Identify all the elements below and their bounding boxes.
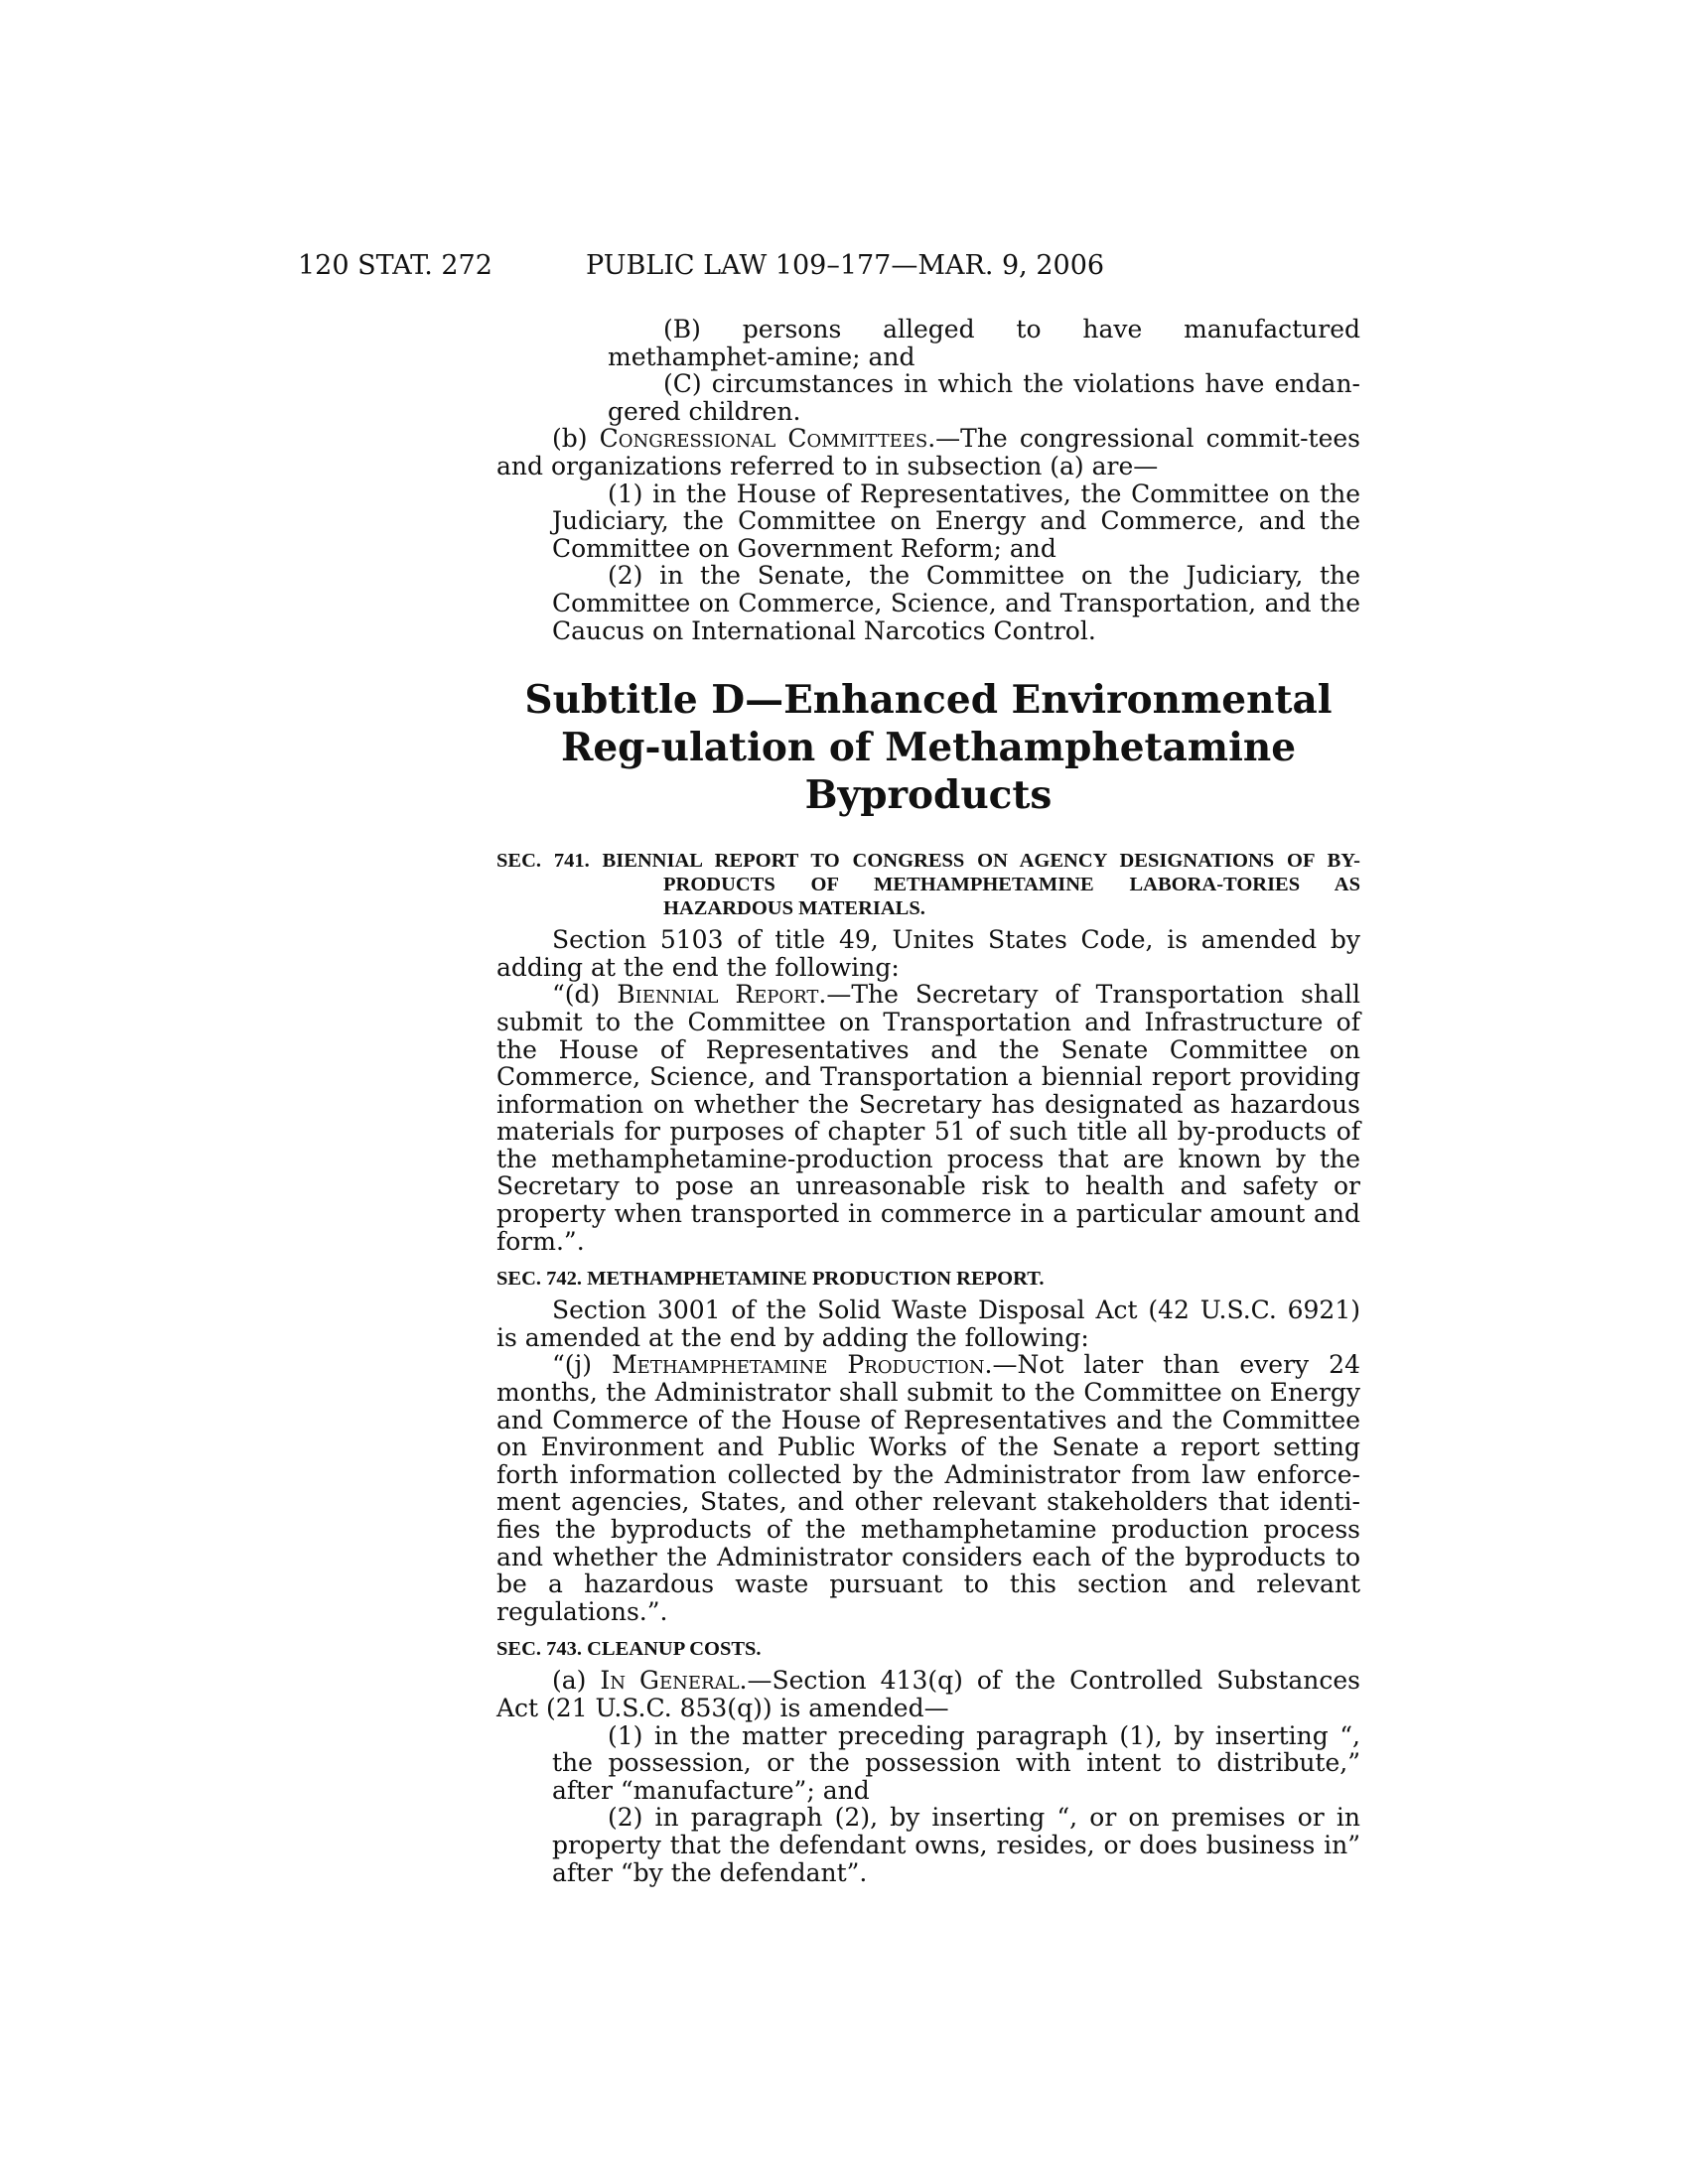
sec-742-quote-text: —Not later than every 24 months, the Administrator shall submit to the Committee on Energy and Commerce of the House of Representatives and the Committee on Environment and Public Works of the Senate a report setting forth information collected by the Administrator from law enforce-ment agencies, States, and other relevant stakeholders that identi-fies the byproducts of the methamphetamine production process and whether the Administrator considers each of the byproducts to be a hazardous waste pursuant to this section and relevant regulations.”. (496, 1350, 1360, 1626)
sec-742-intro: Section 3001 of the Solid Waste Disposal Act (42 U.S.C. 6921) is amended at the end by adding the following: (496, 1296, 1360, 1352)
sec-742-heading: SEC. 742. METHAMPHETAMINE PRODUCTION REPORT. (496, 1268, 1045, 1291)
sec-743-a-text: —Section 413(q) of the Controlled Substances Act (21 U.S.C. 853(q)) is amended— (496, 1666, 1360, 1722)
subsection-b-text: —The congressional commit-tees and organizations referred to in subsection (a) are— (496, 424, 1361, 480)
paragraph-b-item: (B) persons alleged to have manufactured methamphet-amine; and (608, 315, 1360, 371)
running-head (298, 248, 1291, 284)
law-title: PUBLIC LAW 109–177—MAR. 9, 2006 (586, 250, 1105, 281)
sec-741-intro: Section 5103 of title 49, Unites States Code, is amended by adding at the end the following: (496, 925, 1360, 982)
sec-743-a-heading: In General. (600, 1666, 748, 1696)
sec-741-heading: SEC. 741. BIENNIAL REPORT TO CONGRESS ON AGENCY DESIGNATIONS OF BY-PRODUCTS OF METHAMPHETAMINE LABORA-TORIES AS HAZARDOUS MATERIALS. (496, 850, 1360, 920)
subsection-b (496, 425, 1360, 479)
sec-743-a-marker: (a) (552, 1666, 601, 1696)
sec-742-quote (496, 1351, 1360, 1625)
document-body (496, 316, 1360, 1886)
subsection-b-item-2: (2) in the Senate, the Committee on the Judiciary, the Committee on Commerce, Science, and Transportation, and the Caucus on International Narcotics Control. (552, 561, 1360, 645)
sec-741-quote-marker: “(d) (552, 980, 618, 1010)
subsection-b-item-1: (1) in the House of Representatives, the Committee on the Judiciary, the Committee on Energy and Commerce, and the Committee on Government Reform; and (552, 478, 1360, 563)
sec-742-quote-marker: “(j) (552, 1350, 613, 1380)
sec-741-quote-heading: Biennial Report. (617, 980, 827, 1010)
sec-743-item-1: (1) in the matter preceding paragraph (1), by inserting “, the possession, or the possession with intent to distribute,” after “manufacture”; and (552, 1720, 1360, 1805)
sec-743-item-2: (2) in paragraph (2), by inserting “, or on premises or in property that the defendant owns, resides, or does business in” after “by the defendant”. (552, 1803, 1360, 1887)
sec-743-subsection-a (496, 1667, 1360, 1721)
stat-page-number: 120 STAT. 272 (298, 250, 492, 281)
paragraph-c-item: (C) circumstances in which the violations have endan-gered children. (608, 369, 1360, 426)
subsection-b-heading: Congressional Committees. (599, 424, 936, 454)
sec-741-quote (496, 981, 1360, 1255)
sec-743-heading: SEC. 743. CLEANUP COSTS. (496, 1638, 762, 1661)
sec-741-quote-text: —The Secretary of Transportation shall submit to the Committee on Transportation and Infrastructure of the House of Representatives and the Senate Committee on Commerce, Science, and Transportation a biennial report providing information on whether the Secretary has designated as hazardous materials for purposes of chapter 51 of such title all by-products of the methamphetamine-production process that are known by the Secretary to pose an unreasonable risk to health and safety or property when transported in commerce in a particular amount and form.”. (496, 980, 1361, 1256)
subtitle-heading: Subtitle D—Enhanced Environmental Reg-ulation of Methamphetamine Byproducts (524, 677, 1333, 819)
subsection-b-marker: (b) (552, 424, 600, 454)
sec-742-quote-heading: Methamphetamine Production. (612, 1350, 993, 1380)
